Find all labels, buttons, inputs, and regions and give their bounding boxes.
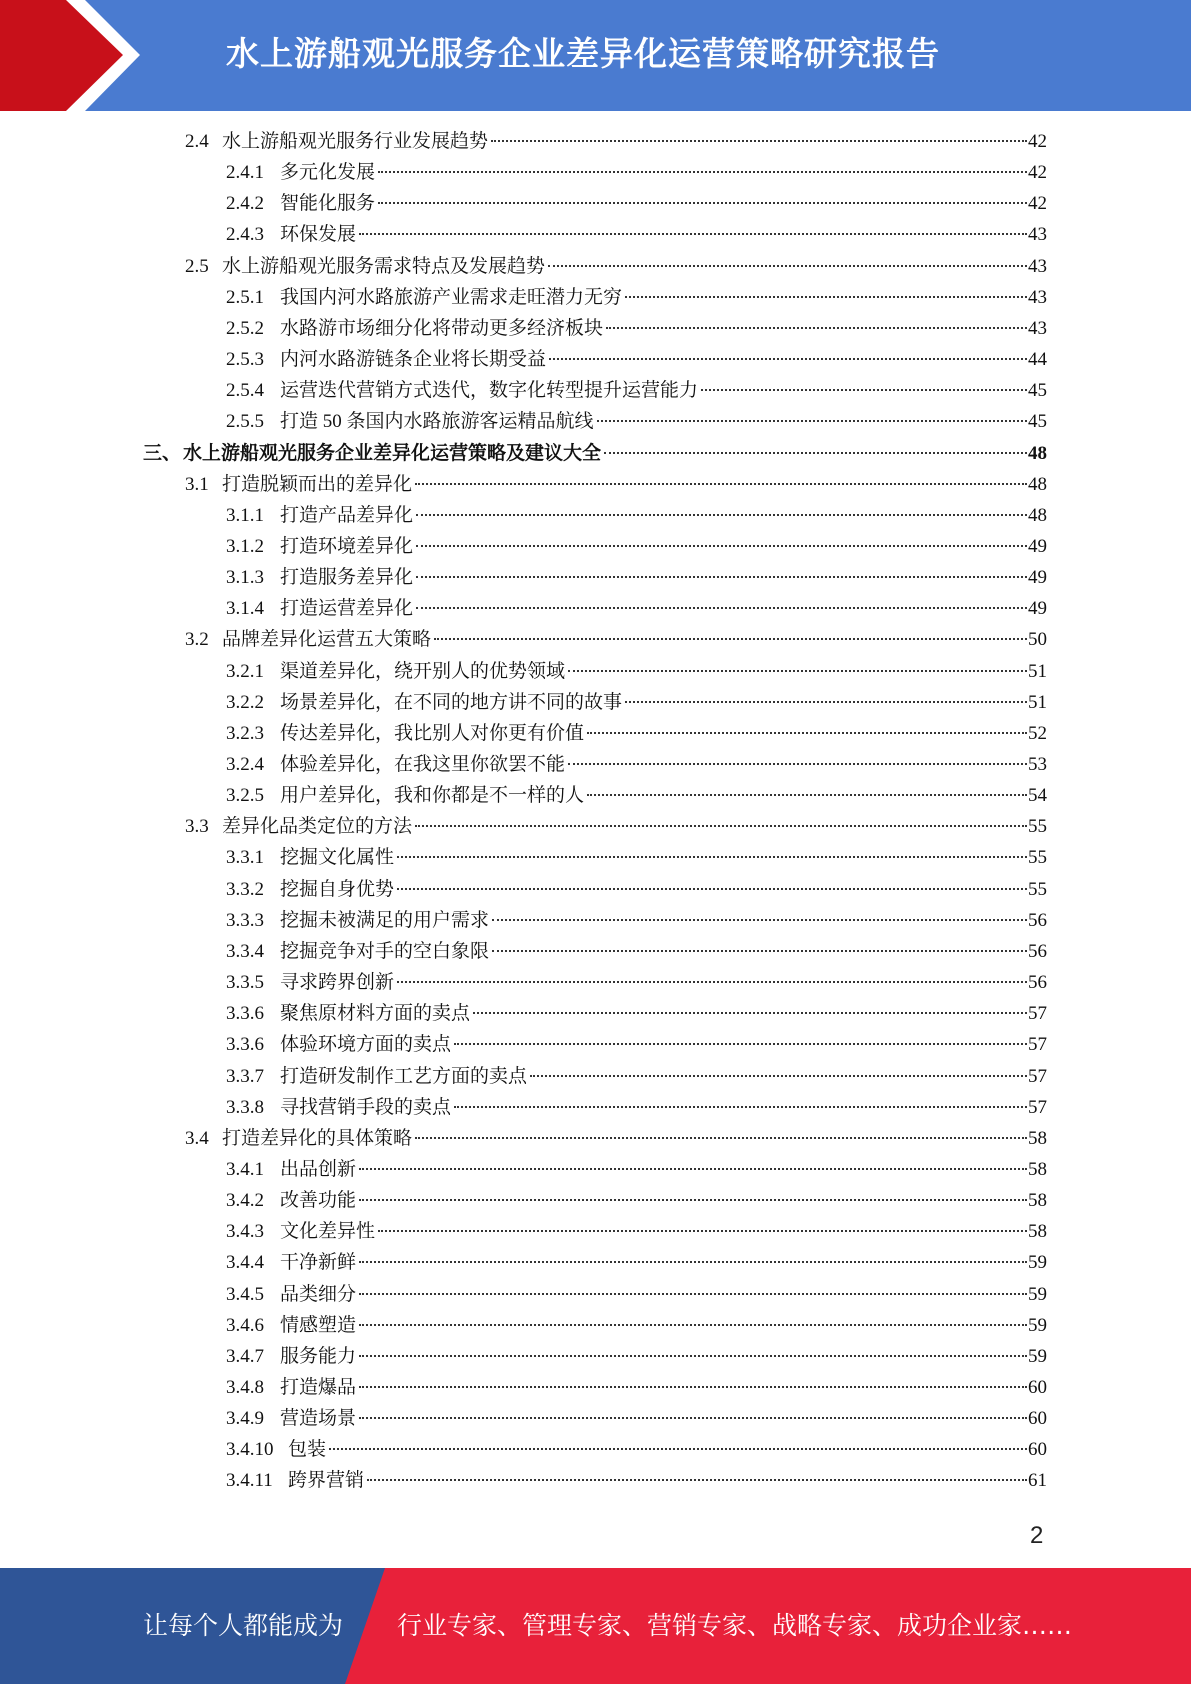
toc-entry-page: 55	[1028, 816, 1047, 838]
toc-leader-dots	[530, 1075, 1027, 1077]
toc-entry-page: 48	[1028, 504, 1047, 526]
toc-entry-label: 挖掘未被满足的用户需求	[280, 909, 490, 931]
toc-leader-dots	[359, 1293, 1027, 1295]
toc-entry-number: 2.4.3	[226, 224, 264, 246]
toc-entry-number: 3.4	[185, 1127, 209, 1149]
toc-leader-dots	[491, 140, 1027, 142]
toc-entry-number: 3.2.5	[226, 785, 264, 807]
toc-entry-page: 59	[1028, 1283, 1047, 1305]
toc-entry-label: 挖掘自身优势	[280, 878, 395, 900]
toc-entry-number: 3.4.2	[226, 1190, 264, 1212]
toc-leader-dots	[625, 296, 1027, 298]
toc-entry-label: 干净新鲜	[280, 1252, 357, 1274]
toc-leader-dots	[606, 327, 1027, 329]
toc-entry-label: 体验环境方面的卖点	[280, 1034, 452, 1056]
toc-entry-page: 56	[1028, 972, 1047, 994]
toc-entry-label: 用户差异化，我和你都是不一样的人	[280, 785, 585, 807]
toc-entry-number: 3.1.2	[226, 535, 264, 557]
toc-entry[interactable]	[226, 1436, 1047, 1464]
toc-entry-number: 2.5.1	[226, 286, 264, 308]
toc-entry-label: 聚焦原材料方面的卖点	[280, 1003, 471, 1025]
toc-leader-dots	[625, 701, 1027, 703]
toc-leader-dots	[454, 1106, 1027, 1108]
toc-leader-dots	[397, 888, 1027, 890]
toc-entry-page: 44	[1028, 349, 1047, 371]
toc-leader-dots	[548, 265, 1027, 267]
toc-entry[interactable]	[143, 440, 1047, 468]
footer-slogan-right: 行业专家、管理专家、营销专家、战略专家、成功企业家……	[397, 1611, 1073, 1640]
toc-entry-page: 43	[1028, 286, 1047, 308]
toc-entry-number: 2.5.2	[226, 317, 264, 339]
toc-entry-number: 3.3	[185, 816, 209, 838]
toc-entry-number: 2.4	[185, 131, 209, 152]
toc-entry-number: 3.1.1	[226, 504, 264, 526]
toc-entry-label: 文化差异性	[280, 1221, 376, 1243]
toc-entry-label: 运营迭代营销方式迭代，数字化转型提升运营能力	[280, 380, 699, 402]
toc-entry[interactable]	[226, 1094, 1047, 1122]
toc-entry-page: 60	[1028, 1408, 1047, 1430]
toc-entry-page: 50	[1028, 629, 1047, 651]
toc-entry-number: 3.3.7	[226, 1065, 264, 1087]
toc-leader-dots	[359, 1168, 1027, 1170]
toc-entry-label: 打造服务差异化	[280, 567, 414, 589]
toc-entry-label: 水上游船观光服务企业差异化运营策略及建议大全	[183, 442, 602, 464]
toc-leader-dots	[378, 1230, 1027, 1232]
toc-entry-page: 49	[1028, 567, 1047, 589]
toc-entry-number: 3.3.5	[226, 972, 264, 994]
toc-entry-label: 打造运营差异化	[280, 598, 414, 620]
toc-entry-number: 3.4.3	[226, 1221, 264, 1243]
toc-entry-label: 水上游船观光服务需求特点及发展趋势	[222, 255, 546, 277]
toc-entry[interactable]	[226, 1156, 1047, 1184]
report-title: 水上游船观光服务企业差异化运营策略研究报告	[226, 34, 940, 73]
toc-entry-number: 3.3.2	[226, 878, 264, 900]
toc-entry-page: 42	[1028, 162, 1047, 184]
toc-entry-number: 3.3.1	[226, 847, 264, 869]
toc-entry-page: 48	[1028, 442, 1047, 464]
toc-entry-page: 59	[1028, 1252, 1047, 1274]
toc-entry[interactable]	[226, 284, 1047, 312]
toc-entry-label: 打造研发制作工艺方面的卖点	[280, 1065, 528, 1087]
toc-entry-label: 品牌差异化运营五大策略	[222, 629, 432, 651]
toc-leader-dots	[415, 1137, 1027, 1139]
toc-entry-number: 2.5.5	[226, 411, 264, 433]
toc-leader-dots	[359, 233, 1027, 235]
toc-entry[interactable]	[226, 564, 1047, 592]
toc-leader-dots	[359, 1417, 1027, 1419]
toc-entry-label: 跨界营销	[288, 1470, 365, 1492]
toc-entry-number: 2.5.3	[226, 349, 264, 371]
toc-entry-label: 服务能力	[280, 1345, 357, 1367]
page-footer	[0, 1568, 1191, 1684]
toc-entry[interactable]	[226, 1031, 1047, 1059]
toc-entry-label: 渠道差异化，绕开别人的优势领域	[280, 660, 566, 682]
toc-entry-page: 58	[1028, 1127, 1047, 1149]
toc-entry[interactable]	[226, 907, 1047, 935]
toc-entry-number: 3.4.8	[226, 1377, 264, 1398]
toc-entry-number: 3.4.6	[226, 1314, 264, 1336]
toc-entry-label: 打造差异化的具体策略	[222, 1127, 413, 1149]
toc-entry[interactable]	[185, 626, 1047, 654]
toc-entry[interactable]	[185, 1125, 1047, 1153]
toc-entry-label: 体验差异化，在我这里你欲罢不能	[280, 754, 566, 775]
toc-leader-dots	[416, 607, 1027, 609]
toc-entry-page: 61	[1028, 1470, 1047, 1492]
toc-leader-dots	[415, 825, 1027, 827]
toc-entry-label: 打造爆品	[280, 1377, 357, 1398]
toc-entry-label: 差异化品类定位的方法	[222, 816, 413, 838]
toc-entry-number: 3.2.4	[226, 754, 264, 775]
toc-entry-page: 57	[1028, 1096, 1047, 1118]
toc-leader-dots	[416, 514, 1027, 516]
toc-entry-page: 48	[1028, 473, 1047, 495]
toc-leader-dots	[359, 1324, 1027, 1326]
toc-entry-number: 3.3.3	[226, 909, 264, 931]
toc-entry-label: 内河水路游链条企业将长期受益	[280, 349, 547, 371]
toc-entry-page: 43	[1028, 224, 1047, 246]
toc-entry[interactable]	[226, 1405, 1047, 1433]
toc-entry[interactable]	[226, 689, 1047, 717]
toc-leader-dots	[568, 670, 1027, 672]
toc-entry[interactable]	[185, 128, 1047, 156]
toc-entry-number: 3.3.8	[226, 1096, 264, 1118]
toc-entry-page: 56	[1028, 909, 1047, 931]
toc-entry-label: 打造环境差异化	[280, 535, 414, 557]
toc-entry-label: 出品创新	[280, 1158, 357, 1180]
toc-entry-number: 3.4.7	[226, 1345, 264, 1367]
page-number: 2	[1030, 1522, 1044, 1549]
toc-entry-number: 三、	[143, 442, 182, 464]
toc-leader-dots	[549, 358, 1027, 360]
toc-entry-label: 水上游船观光服务行业发展趋势	[222, 131, 489, 152]
toc-entry-label: 挖掘文化属性	[280, 847, 395, 869]
toc-entry-page: 51	[1028, 660, 1047, 682]
toc-entry-page: 60	[1028, 1439, 1047, 1461]
toc-entry-page: 43	[1028, 255, 1047, 277]
toc-entry-label: 营造场景	[280, 1408, 357, 1430]
toc-entry-number: 3.2.3	[226, 722, 264, 744]
toc-entry-page: 58	[1028, 1190, 1047, 1212]
footer-slogan-left: 让每个人都能成为	[143, 1611, 344, 1640]
toc-entry[interactable]	[226, 346, 1047, 374]
toc-entry-page: 59	[1028, 1314, 1047, 1336]
toc-leader-dots	[415, 483, 1027, 485]
toc-leader-dots	[359, 1386, 1027, 1388]
toc-leader-dots	[416, 576, 1027, 578]
toc-entry[interactable]	[226, 1374, 1047, 1402]
toc-entry-number: 3.3.4	[226, 940, 264, 962]
toc-entry[interactable]	[226, 751, 1047, 779]
toc-entry-page: 42	[1028, 131, 1047, 152]
toc-entry-label: 多元化发展	[280, 162, 376, 184]
toc-entry[interactable]	[185, 813, 1047, 841]
toc-entry-page: 54	[1028, 785, 1047, 807]
toc-entry[interactable]	[226, 377, 1047, 405]
toc-entry-label: 水路游市场细分化将带动更多经济板块	[280, 317, 604, 339]
toc-leader-dots	[378, 171, 1027, 173]
toc-entry-label: 打造脱颖而出的差异化	[222, 473, 413, 495]
toc-entry[interactable]	[185, 253, 1047, 281]
toc-entry-number: 3.3.6	[226, 1034, 264, 1056]
toc-entry[interactable]	[226, 190, 1047, 218]
toc-leader-dots	[587, 732, 1027, 734]
page-header	[0, 0, 1191, 111]
toc-entry[interactable]	[226, 408, 1047, 436]
toc-entry[interactable]	[226, 720, 1047, 748]
toc-leader-dots	[492, 919, 1027, 921]
toc-entry-page: 45	[1028, 380, 1047, 402]
toc-entry[interactable]	[226, 221, 1047, 249]
toc-leader-dots	[434, 638, 1027, 640]
toc-leader-dots	[416, 545, 1027, 547]
toc-entry-label: 打造 50 条国内水路旅游客运精品航线	[280, 411, 594, 433]
toc-entry-label: 智能化服务	[280, 193, 376, 215]
toc-entry[interactable]	[226, 595, 1047, 623]
toc-entry-page: 43	[1028, 317, 1047, 339]
toc-entry-page: 53	[1028, 754, 1047, 775]
toc-entry-label: 场景差异化，在不同的地方讲不同的故事	[280, 691, 623, 713]
toc-entry-page: 57	[1028, 1034, 1047, 1056]
toc-entry-number: 3.2.1	[226, 660, 264, 682]
toc-entry[interactable]	[226, 1312, 1047, 1340]
toc-entry-number: 2.5	[185, 255, 209, 277]
toc-leader-dots	[359, 1355, 1027, 1357]
toc-entry-page: 49	[1028, 535, 1047, 557]
toc-entry[interactable]	[226, 315, 1047, 343]
toc-entry-page: 52	[1028, 722, 1047, 744]
toc-entry-page: 58	[1028, 1158, 1047, 1180]
toc-entry-page: 51	[1028, 691, 1047, 713]
toc-entry-number: 2.5.4	[226, 380, 264, 402]
toc-entry-label: 寻求跨界创新	[280, 972, 395, 994]
toc-entry-label: 情感塑造	[280, 1314, 357, 1336]
toc-entry[interactable]	[226, 1187, 1047, 1215]
toc-entry-page: 57	[1028, 1003, 1047, 1025]
toc-entry[interactable]	[226, 938, 1047, 966]
toc-entry-page: 59	[1028, 1345, 1047, 1367]
toc-entry-number: 3.2.2	[226, 691, 264, 713]
toc-entry[interactable]	[226, 1343, 1047, 1371]
toc-entry-page: 45	[1028, 411, 1047, 433]
toc-entry-number: 2.4.1	[226, 162, 264, 184]
toc-entry[interactable]	[226, 1000, 1047, 1028]
toc-entry[interactable]	[226, 502, 1047, 530]
toc-leader-dots	[587, 794, 1027, 796]
toc-entry-label: 我国内河水路旅游产业需求走旺潜力无穷	[280, 286, 623, 308]
toc-entry-page: 55	[1028, 847, 1047, 869]
toc-entry[interactable]	[226, 969, 1047, 997]
toc-entry[interactable]	[226, 1249, 1047, 1277]
toc-entry-label: 寻找营销手段的卖点	[280, 1096, 452, 1118]
toc-entry-number: 3.3.6	[226, 1003, 264, 1025]
toc-leader-dots	[454, 1043, 1027, 1045]
toc-entry[interactable]	[226, 159, 1047, 187]
toc-entry-label: 打造产品差异化	[280, 504, 414, 526]
toc-entry-page: 49	[1028, 598, 1047, 620]
toc-entry[interactable]	[226, 1467, 1047, 1495]
toc-entry-number: 3.1	[185, 473, 209, 495]
toc-leader-dots	[604, 452, 1027, 454]
toc-entry-label: 改善功能	[280, 1190, 357, 1212]
toc-entry-number: 3.4.5	[226, 1283, 264, 1305]
toc-entry-page: 56	[1028, 940, 1047, 962]
toc-entry[interactable]	[185, 471, 1047, 499]
toc-leader-dots	[359, 1199, 1027, 1201]
toc-leader-dots	[329, 1448, 1027, 1450]
toc-leader-dots	[568, 763, 1027, 765]
toc-leader-dots	[492, 950, 1027, 952]
toc-entry-number: 3.4.1	[226, 1158, 264, 1180]
toc-entry-number: 2.4.2	[226, 193, 264, 215]
toc-entry-label: 传达差异化，我比别人对你更有价值	[280, 722, 585, 744]
toc-entry-number: 3.2	[185, 629, 209, 651]
toc-leader-dots	[367, 1479, 1027, 1481]
toc-entry-page: 55	[1028, 878, 1047, 900]
toc-entry-page: 42	[1028, 193, 1047, 215]
toc-leader-dots	[359, 1261, 1027, 1263]
toc-leader-dots	[701, 389, 1027, 391]
toc-entry[interactable]	[226, 1281, 1047, 1309]
toc-entry[interactable]	[226, 876, 1047, 904]
toc-leader-dots	[397, 981, 1027, 983]
toc-entry[interactable]	[226, 782, 1047, 810]
toc-entry[interactable]	[226, 1218, 1047, 1246]
toc-entry[interactable]	[226, 1063, 1047, 1091]
toc-entry-number: 3.1.4	[226, 598, 264, 620]
toc-entry[interactable]	[226, 844, 1047, 872]
toc-entry-number: 3.4.10	[226, 1439, 274, 1461]
toc-entry-number: 3.4.4	[226, 1252, 264, 1274]
toc-leader-dots	[473, 1012, 1027, 1014]
toc-entry-label: 挖掘竞争对手的空白象限	[280, 940, 490, 962]
toc-entry-number: 3.4.9	[226, 1408, 264, 1430]
toc-entry-page: 60	[1028, 1377, 1047, 1398]
toc-entry-number: 3.4.11	[226, 1470, 273, 1492]
toc-entry-page: 57	[1028, 1065, 1047, 1087]
toc-leader-dots	[397, 856, 1027, 858]
toc-entry-page: 58	[1028, 1221, 1047, 1243]
toc-leader-dots	[597, 420, 1027, 422]
toc-entry-number: 3.1.3	[226, 567, 264, 589]
toc-entry[interactable]	[226, 658, 1047, 686]
toc-leader-dots	[378, 202, 1027, 204]
toc-entry-label: 环保发展	[280, 224, 357, 246]
toc-entry-label: 品类细分	[280, 1283, 357, 1305]
toc-entry-label: 包装	[288, 1439, 327, 1461]
toc-entry[interactable]	[226, 533, 1047, 561]
